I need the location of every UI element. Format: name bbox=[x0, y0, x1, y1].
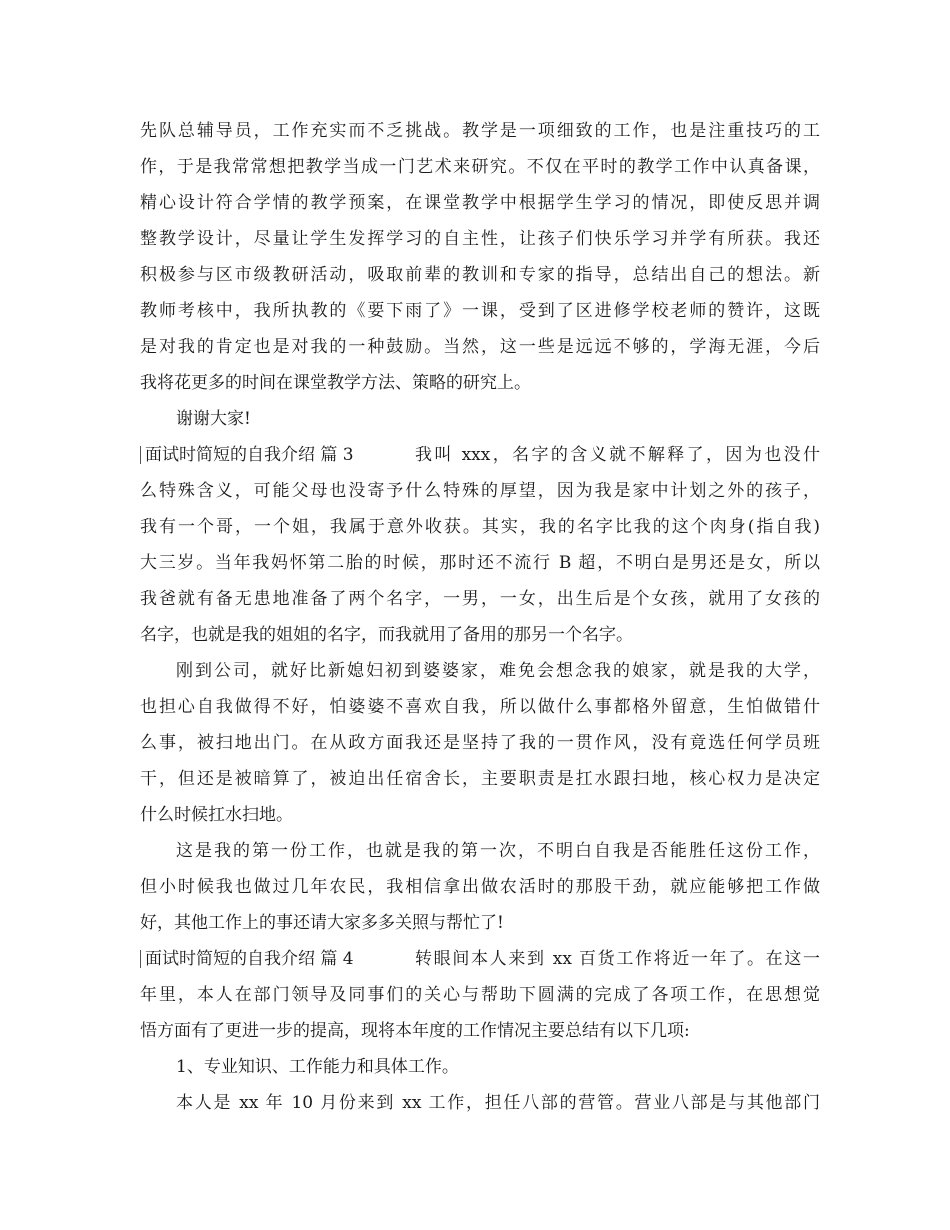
paragraph-line: 么特殊含义，可能父母也没寄予什么特殊的厚望，因为我是家中计划之外的孩子， bbox=[140, 481, 820, 501]
paragraph-line: 但小时候我也做过几年农民，我相信拿出做农活时的那股干劲，就应能够把工作做 bbox=[140, 877, 820, 897]
paragraph-line: 大三岁。当年我妈怀第二胎的时候，那时还不流行 B 超，不明白是男还是女，所以 bbox=[140, 553, 820, 573]
paragraph-line: 我有一个哥，一个姐，我属于意外收获。其实，我的名字比我的这个肉身(指自我) bbox=[140, 517, 820, 537]
section-first-line: 我叫 xxx，名字的含义就不解释了，因为也没什 bbox=[415, 445, 820, 465]
paragraph-line: 什么时候扛水扫地。 bbox=[140, 805, 293, 825]
paragraph-line: 积极参与区市级教研活动，吸取前辈的教训和专家的指导，总结出自己的想法。新 bbox=[140, 265, 820, 285]
paragraph-line: 整教学设计，尽量让学生发挥学习的自主性，让孩子们快乐学习并学有所获。我还 bbox=[140, 229, 820, 249]
paragraph-line: 年里，本人在部门领导及同事们的关心与帮助下圆满的完成了各项工作，在思想觉 bbox=[140, 985, 820, 1005]
paragraph-line: 干，但还是被暗算了，被迫出任宿舍长，主要职责是扛水跟扫地，核心权力是决定 bbox=[140, 769, 820, 789]
section-heading-4 bbox=[140, 941, 820, 977]
paragraph-line: 1、专业知识、工作能力和具体工作。 bbox=[176, 1057, 459, 1077]
section-title: 面试时简短的自我介绍 篇 3 bbox=[145, 445, 354, 465]
paragraph-line: 我将花更多的时间在课堂教学方法、策略的研究上。 bbox=[140, 373, 531, 393]
section-marker bbox=[140, 950, 141, 968]
paragraph-line: 是对我的肯定也是对我的一种鼓励。当然，这一些是远远不够的，学海无涯，今后 bbox=[140, 337, 820, 357]
paragraph-line: 我爸就有备无患地准备了两个名字，一男，一女，出生后是个女孩，就用了女孩的 bbox=[140, 589, 820, 609]
paragraph-line: 名字，也就是我的姐姐的名字，而我就用了备用的那另一个名字。 bbox=[140, 625, 633, 645]
paragraph-line: 么事，被扫地出门。在从政方面我还是坚持了我的一贯作风，没有竟选任何学员班 bbox=[140, 733, 820, 753]
paragraph-line: 作，于是我常常想把教学当成一门艺术来研究。不仅在平时的教学工作中认真备课， bbox=[140, 157, 820, 177]
paragraph-line: 先队总辅导员，工作充实而不乏挑战。教学是一项细致的工作，也是注重技巧的工 bbox=[140, 121, 820, 141]
paragraph-line: 好，其他工作上的事还请大家多多关照与帮忙了! bbox=[140, 913, 504, 933]
paragraph-line: 谢谢大家! bbox=[176, 409, 251, 429]
section-first-line: 转眼间本人来到 xx 百货工作将近一年了。在这一 bbox=[415, 949, 820, 969]
paragraph-line: 这是我的第一份工作，也就是我的第一次，不明白自我是否能胜任这份工作， bbox=[176, 841, 820, 861]
section-title: 面试时简短的自我介绍 篇 4 bbox=[145, 949, 354, 969]
paragraph-line: 教师考核中，我所执教的《要下雨了》一课，受到了区进修学校老师的赞许，这既 bbox=[140, 301, 820, 321]
paragraph-line: 刚到公司，就好比新媳妇初到婆婆家，难免会想念我的娘家，就是我的大学， bbox=[176, 661, 820, 681]
paragraph-line: 精心设计符合学情的教学预案，在课堂教学中根据学生学习的情况，即使反思并调 bbox=[140, 193, 820, 213]
section-heading-3 bbox=[140, 437, 820, 473]
section-marker bbox=[140, 446, 141, 464]
paragraph-line: 也担心自我做得不好，怕婆婆不喜欢自我，所以做什么事都格外留意，生怕做错什 bbox=[140, 697, 820, 717]
paragraph-line: 本人是 xx 年 10 月份来到 xx 工作，担任八部的营管。营业八部是与其他部门 bbox=[176, 1093, 820, 1113]
paragraph-line: 悟方面有了更进一步的提高，现将本年度的工作情况主要总结有以下几项: bbox=[140, 1021, 690, 1041]
